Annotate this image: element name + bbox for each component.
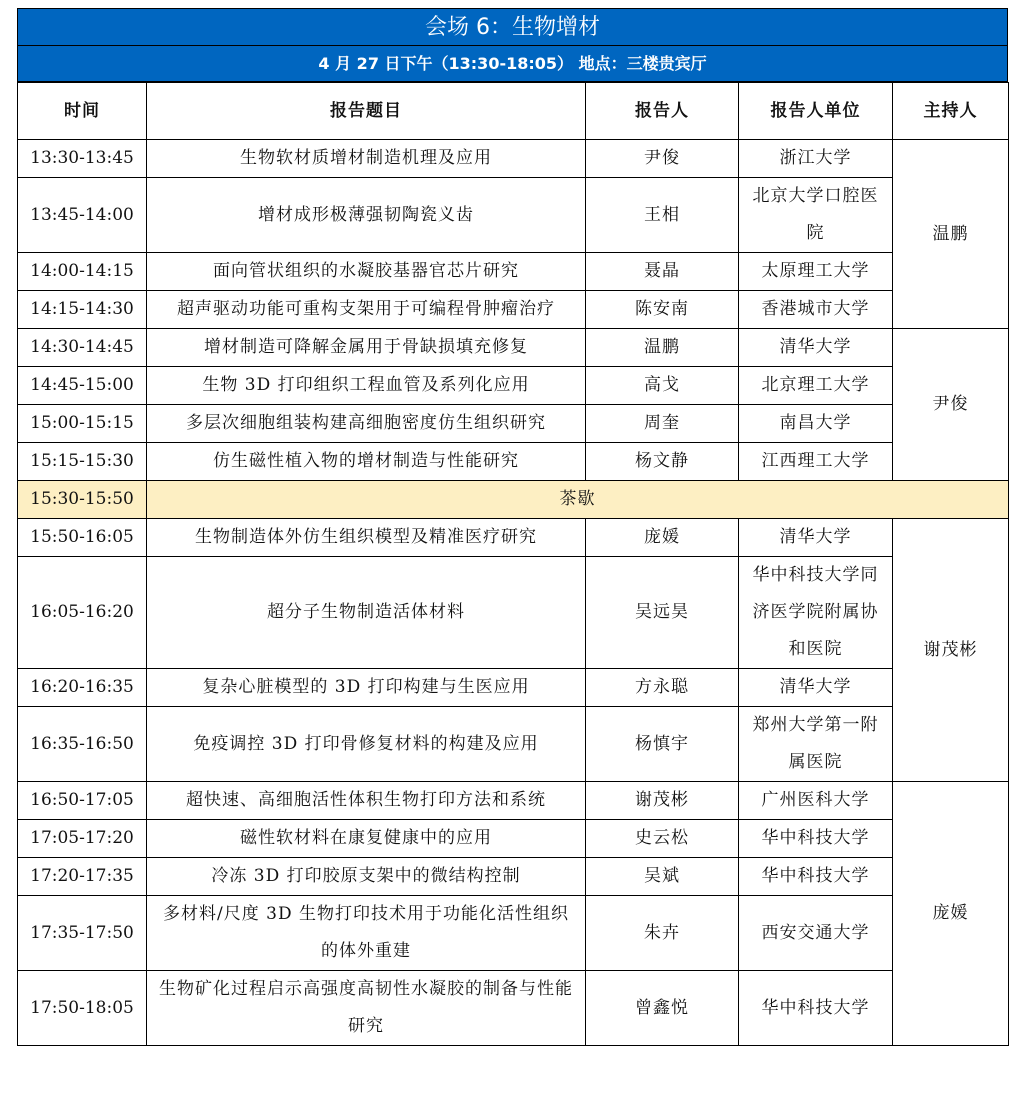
unit-cell: 华中科技大学: [739, 858, 893, 896]
host-cell: 尹俊: [893, 329, 1009, 481]
time-cell: 15:00-15:15: [18, 405, 147, 443]
speaker-cell: 杨文静: [586, 443, 739, 481]
time-cell: 16:05-16:20: [18, 557, 147, 669]
topic-cell: 超声驱动功能可重构支架用于可编程骨肿瘤治疗: [147, 291, 586, 329]
table-row: [18, 858, 1009, 896]
time-cell: 14:00-14:15: [18, 253, 147, 291]
table-row: [18, 557, 1009, 669]
table-row: [18, 253, 1009, 291]
time-cell: 14:30-14:45: [18, 329, 147, 367]
speaker-cell: 高戈: [586, 367, 739, 405]
time-cell: 13:45-14:00: [18, 178, 147, 253]
table-row: [18, 443, 1009, 481]
unit-cell: 清华大学: [739, 669, 893, 707]
table-row: [18, 820, 1009, 858]
speaker-cell: 朱卉: [586, 896, 739, 971]
header-unit: 报告人单位: [739, 83, 893, 140]
topic-cell: 复杂心脏模型的 3D 打印构建与生医应用: [147, 669, 586, 707]
table-row: [18, 669, 1009, 707]
break-time-cell: 15:30-15:50: [18, 481, 147, 519]
time-cell: 16:50-17:05: [18, 782, 147, 820]
table-row: [18, 367, 1009, 405]
unit-cell: 南昌大学: [739, 405, 893, 443]
time-cell: 13:30-13:45: [18, 140, 147, 178]
topic-cell: 生物矿化过程启示高强度高韧性水凝胶的制备与性能研究: [147, 971, 586, 1046]
table-row: [18, 140, 1009, 178]
speaker-cell: 方永聪: [586, 669, 739, 707]
topic-cell: 冷冻 3D 打印胶原支架中的微结构控制: [147, 858, 586, 896]
speaker-cell: 吴斌: [586, 858, 739, 896]
host-cell: 谢茂彬: [893, 519, 1009, 782]
break-row: [18, 481, 1009, 519]
topic-cell: 生物 3D 打印组织工程血管及系列化应用: [147, 367, 586, 405]
unit-cell: 江西理工大学: [739, 443, 893, 481]
speaker-cell: 周奎: [586, 405, 739, 443]
speaker-cell: 聂晶: [586, 253, 739, 291]
unit-cell: 郑州大学第一附属医院: [739, 707, 893, 782]
session-title: 会场 6：生物增材: [17, 8, 1008, 46]
topic-cell: 生物制造体外仿生组织模型及精准医疗研究: [147, 519, 586, 557]
speaker-cell: 庞媛: [586, 519, 739, 557]
header-time: 时间: [18, 83, 147, 140]
unit-cell: 华中科技大学: [739, 971, 893, 1046]
table-row: [18, 291, 1009, 329]
unit-cell: 清华大学: [739, 519, 893, 557]
table-row: [18, 329, 1009, 367]
host-cell: 庞媛: [893, 782, 1009, 1046]
time-cell: 17:35-17:50: [18, 896, 147, 971]
unit-cell: 华中科技大学: [739, 820, 893, 858]
unit-cell: 北京大学口腔医院: [739, 178, 893, 253]
unit-cell: 香港城市大学: [739, 291, 893, 329]
time-cell: 17:05-17:20: [18, 820, 147, 858]
table-row: [18, 405, 1009, 443]
time-cell: 17:50-18:05: [18, 971, 147, 1046]
speaker-cell: 吴远昊: [586, 557, 739, 669]
unit-cell: 华中科技大学同济医学院附属协和医院: [739, 557, 893, 669]
speaker-cell: 王相: [586, 178, 739, 253]
table-row: [18, 178, 1009, 253]
session-subtitle: 4 月 27 日下午（13:30-18:05） 地点：三楼贵宾厅: [17, 46, 1008, 82]
speaker-cell: 温鹏: [586, 329, 739, 367]
time-cell: 15:50-16:05: [18, 519, 147, 557]
topic-cell: 生物软材质增材制造机理及应用: [147, 140, 586, 178]
host-cell: 温鹏: [893, 140, 1009, 329]
table-row: [18, 896, 1009, 971]
time-cell: 15:15-15:30: [18, 443, 147, 481]
topic-cell: 仿生磁性植入物的增材制造与性能研究: [147, 443, 586, 481]
topic-cell: 多层次细胞组装构建高细胞密度仿生组织研究: [147, 405, 586, 443]
topic-cell: 多材料/尺度 3D 生物打印技术用于功能化活性组织的体外重建: [147, 896, 586, 971]
unit-cell: 广州医科大学: [739, 782, 893, 820]
time-cell: 14:15-14:30: [18, 291, 147, 329]
topic-cell: 免疫调控 3D 打印骨修复材料的构建及应用: [147, 707, 586, 782]
unit-cell: 西安交通大学: [739, 896, 893, 971]
speaker-cell: 尹俊: [586, 140, 739, 178]
speaker-cell: 谢茂彬: [586, 782, 739, 820]
table-row: [18, 707, 1009, 782]
time-cell: 17:20-17:35: [18, 858, 147, 896]
topic-cell: 增材制造可降解金属用于骨缺损填充修复: [147, 329, 586, 367]
unit-cell: 北京理工大学: [739, 367, 893, 405]
header-topic: 报告题目: [147, 83, 586, 140]
unit-cell: 浙江大学: [739, 140, 893, 178]
speaker-cell: 杨慎宇: [586, 707, 739, 782]
header-host: 主持人: [893, 83, 1009, 140]
table-row: [18, 971, 1009, 1046]
break-label-cell: 茶歇: [147, 481, 1009, 519]
time-cell: 14:45-15:00: [18, 367, 147, 405]
topic-cell: 磁性软材料在康复健康中的应用: [147, 820, 586, 858]
schedule-sheet: [17, 8, 1008, 1046]
time-cell: 16:20-16:35: [18, 669, 147, 707]
speaker-cell: 陈安南: [586, 291, 739, 329]
unit-cell: 太原理工大学: [739, 253, 893, 291]
topic-cell: 超快速、高细胞活性体积生物打印方法和系统: [147, 782, 586, 820]
table-row: [18, 519, 1009, 557]
topic-cell: 面向管状组织的水凝胶基器官芯片研究: [147, 253, 586, 291]
topic-cell: 超分子生物制造活体材料: [147, 557, 586, 669]
header-row: [18, 83, 1009, 140]
topic-cell: 增材成形极薄强韧陶瓷义齿: [147, 178, 586, 253]
header-speaker: 报告人: [586, 83, 739, 140]
schedule-table: [17, 82, 1009, 1046]
table-row: [18, 782, 1009, 820]
unit-cell: 清华大学: [739, 329, 893, 367]
time-cell: 16:35-16:50: [18, 707, 147, 782]
speaker-cell: 曾鑫悦: [586, 971, 739, 1046]
speaker-cell: 史云松: [586, 820, 739, 858]
